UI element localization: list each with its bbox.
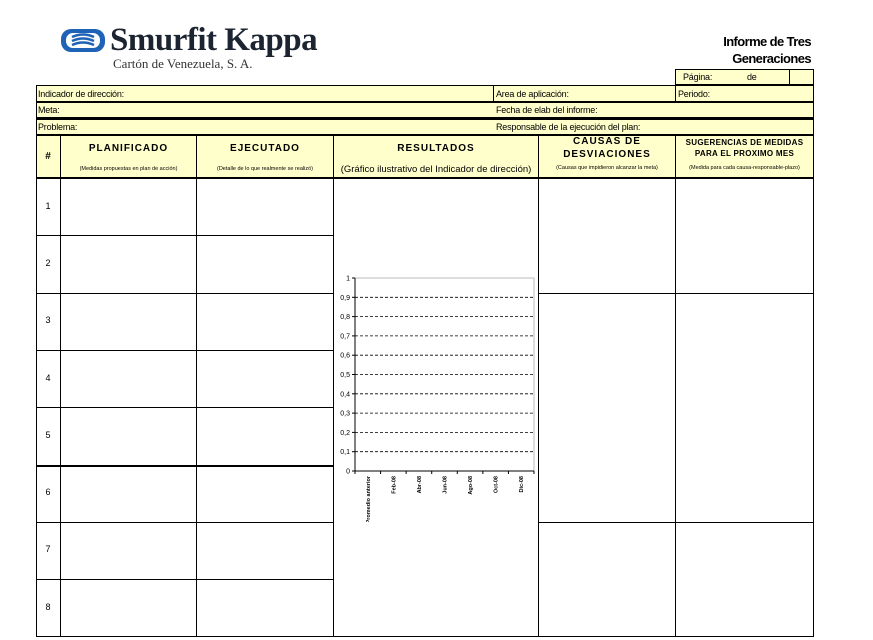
row-number-5: 5 <box>45 430 51 440</box>
chart-y-tick-label: 0,7 <box>340 333 350 341</box>
report-title-line1: Informe de Tres <box>723 34 811 49</box>
row-divider <box>60 522 197 523</box>
col-line-5 <box>675 178 676 637</box>
chart-x-tick-label: Oct-08 <box>493 476 500 494</box>
row-number-6: 6 <box>45 487 51 497</box>
col-planned-sub: (Medidas propuestas en plan de acción) <box>79 166 178 172</box>
chart-x-tick-label: Feb-08 <box>391 476 398 494</box>
company-logo-icon <box>60 28 106 53</box>
col-causes-line1: CAUSAS DE <box>573 136 641 147</box>
info-divider-2 <box>675 85 676 102</box>
col-causes-sub: (Causas que impidieron alcanzar la meta) <box>556 165 658 171</box>
row-divider <box>36 465 60 467</box>
responsible-label: Responsable de la ejecución del plan: <box>496 122 641 132</box>
period-label: Periodo: <box>678 89 710 99</box>
row-divider <box>60 350 197 351</box>
chart-y-tick-label: 0,9 <box>340 294 350 302</box>
row-divider <box>36 407 60 408</box>
row-number-7: 7 <box>45 544 51 554</box>
page-divider <box>789 69 790 85</box>
col-causes-line2: DESVIACIONES <box>563 149 651 160</box>
row-divider <box>538 293 675 294</box>
chart-x-tick-label: Abr-08 <box>416 476 423 494</box>
page-of-label: de <box>747 72 757 82</box>
report-title <box>723 33 811 67</box>
chart-y-tick-label: 0 <box>346 468 350 476</box>
row-divider <box>538 522 675 523</box>
col-suggestions-line1: SUGERENCIAS DE MEDIDAS <box>685 138 804 147</box>
chart-y-tick-label: 0,3 <box>340 410 350 418</box>
col-causes-label <box>538 135 676 161</box>
chart-y-tick-label: 1 <box>346 275 350 283</box>
row-divider <box>36 522 60 523</box>
row-divider <box>196 465 333 467</box>
row-number-4: 4 <box>45 373 51 383</box>
company-name: Smurfit Kappa <box>110 22 318 58</box>
row-divider <box>196 407 333 408</box>
area-label: Area de aplicación: <box>496 89 569 99</box>
results-chart <box>333 270 539 522</box>
row-divider <box>196 293 333 294</box>
row-divider <box>196 579 333 580</box>
row-divider <box>196 350 333 351</box>
row-divider <box>60 293 197 294</box>
row-number-3: 3 <box>45 315 51 325</box>
problem-label: Problema: <box>38 122 78 132</box>
page-label: Página: <box>683 72 713 82</box>
col-number-label: # <box>45 151 52 162</box>
problem-top-line <box>36 118 814 120</box>
chart-x-tick-label: Dic-08 <box>519 476 526 493</box>
goal-row <box>36 101 814 118</box>
goal-top-line <box>36 101 814 103</box>
row-divider <box>196 235 333 236</box>
report-title-line2: Generaciones <box>732 51 811 66</box>
company-subtitle: Cartón de Venezuela, S. A. <box>113 56 253 71</box>
row-divider <box>675 293 814 294</box>
col-results-sub: (Gráfico ilustrativo del Indicador de dirección) <box>340 164 532 175</box>
row-number-2: 2 <box>45 258 51 268</box>
chart-y-tick-label: 0,1 <box>340 449 350 457</box>
chart-x-tick-label: Promedio anterior <box>365 476 372 522</box>
row-divider <box>60 235 197 236</box>
chart-x-tick-label: Jun-08 <box>442 476 449 494</box>
indicator-label: Indicador de dirección: <box>38 89 124 99</box>
row-number-8: 8 <box>45 602 51 612</box>
col-results-label: RESULTADOS <box>397 143 475 154</box>
goal-label: Meta: <box>38 105 60 115</box>
row-divider <box>36 293 60 294</box>
row-divider <box>196 522 333 523</box>
report-date-label: Fecha de elab del informe: <box>496 105 598 115</box>
row-divider <box>60 465 197 467</box>
results-chart-svg <box>333 270 539 522</box>
chart-y-tick-label: 0,5 <box>340 372 350 379</box>
col-executed-sub: (Detalle de lo que realmente se realizó) <box>217 166 313 172</box>
row-divider <box>36 350 60 351</box>
row-divider <box>36 235 60 236</box>
row-divider <box>675 522 814 523</box>
problem-row <box>36 118 814 135</box>
col-suggestions-line2: PARA EL PROXIMO MES <box>694 149 795 158</box>
row-number-1: 1 <box>45 201 51 211</box>
col-suggestions-label <box>675 137 814 159</box>
chart-y-tick-label: 0,2 <box>340 429 350 437</box>
chart-y-tick-label: 0,6 <box>340 352 350 360</box>
col-suggestions-sub: (Medida para cada causa-responsable-plazo) <box>689 165 800 171</box>
col-executed-label: EJECUTADO <box>230 143 300 154</box>
row-divider <box>36 579 60 580</box>
row-divider <box>60 407 197 408</box>
col-planned-label: PLANIFICADO <box>88 143 169 154</box>
chart-y-tick-label: 0,8 <box>340 314 350 322</box>
chart-y-tick-label: 0,4 <box>340 391 350 399</box>
row-divider <box>60 579 197 580</box>
chart-x-tick-label: Ago-08 <box>468 476 475 495</box>
